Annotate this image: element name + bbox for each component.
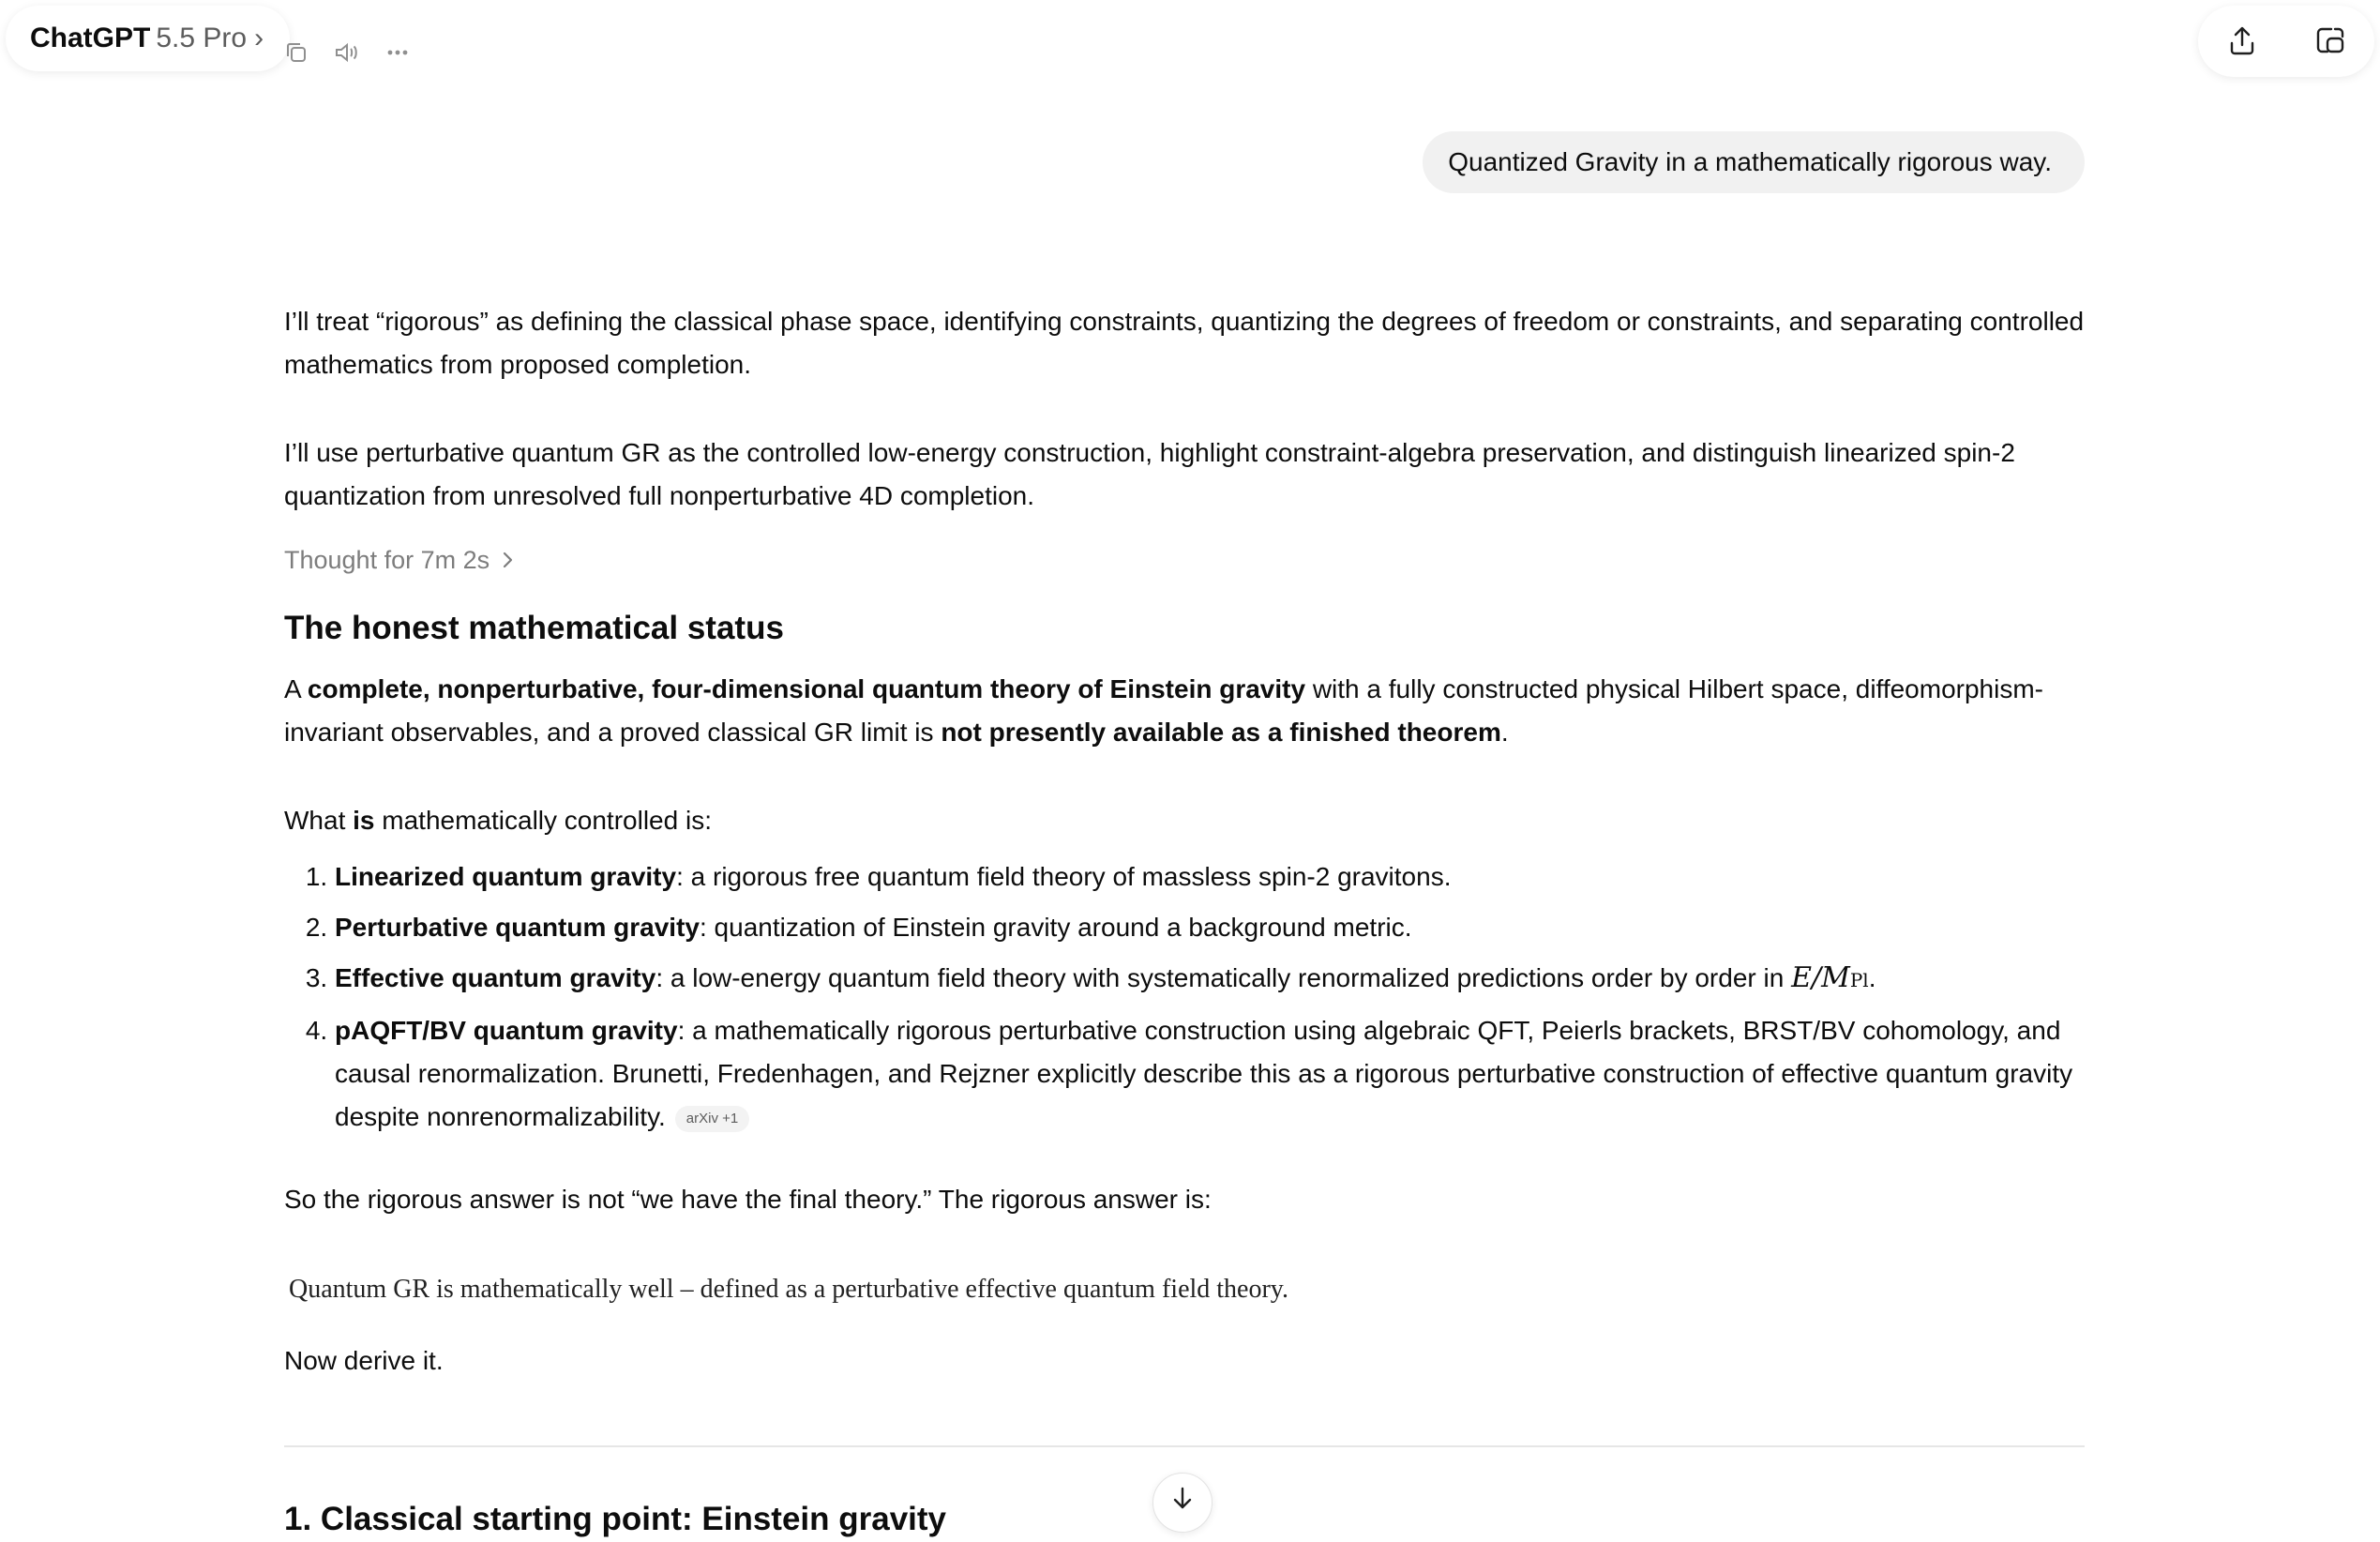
thought-label: Thought for 7m 2s — [284, 546, 490, 574]
list-item-text: : a mathematically rigorous perturbative construction using algebraic QFT, Peierls brackets, BRST/BV cohomology, and causal renormalization. Brunetti, Fredenhagen, and Rejzner explicitly describe this as a rigorous perturbative construction of effective quantum gravity despite nonrenormalizability. — [335, 1016, 2073, 1131]
message-actions — [281, 38, 413, 68]
list-item-text: . — [1868, 963, 1876, 992]
rigorous-answer-paragraph: So the rigorous answer is not “we have the final theory.” The rigorous answer is: — [284, 1185, 1212, 1214]
assistant-message — [284, 300, 2085, 1383]
list-item — [335, 906, 2085, 949]
more-icon[interactable] — [383, 38, 413, 68]
citation-badge[interactable]: arXiv +1 — [675, 1106, 749, 1132]
list-item-title: Linearized quantum gravity — [335, 862, 677, 891]
model-name: 5.5 Pro — [156, 23, 248, 53]
status-text: A — [284, 674, 308, 703]
section-heading: The honest mathematical status — [284, 610, 784, 646]
list-item — [335, 855, 2085, 899]
assistant-intro-paragraph: I’ll treat “rigorous” as defining the classical phase space, identifying constraints, quantizing the degrees of freedom or constraints, and separating controlled mathematics from proposed completion. — [284, 307, 2085, 379]
list-item — [335, 1009, 2085, 1139]
model-selector-button[interactable] — [6, 6, 290, 71]
top-bar — [0, 0, 2380, 103]
math-subscript: Pl — [1849, 969, 1869, 991]
status-text: with a fully constructed physical Hilbert space, diffeomorphism-invariant observables, and a proved classical GR limit is — [284, 674, 2043, 747]
display-math: Quantum GR is mathematically well – defined as a perturbative effective quantum field theory. — [289, 1275, 1288, 1304]
assistant-intro-paragraph: I’ll use perturbative quantum GR as the controlled low-energy construction, highlight constraint-algebra preservation, and distinguish linearized spin-2 quantization from unresolved full nonperturbative 4D completion. — [284, 438, 2015, 510]
list-item-text: : a low-energy quantum field theory with systematically renormalized predictions order by order in — [655, 963, 1792, 992]
list-item-title: pAQFT/BV quantum gravity — [335, 1016, 678, 1045]
math-symbol: E/M — [1791, 961, 1850, 994]
list-item-title: Perturbative quantum gravity — [335, 913, 700, 942]
chevron-right-icon: › — [254, 23, 264, 53]
share-icon[interactable] — [2222, 21, 2263, 62]
controlled-intro — [284, 799, 2085, 842]
list-item-text: : a rigorous free quantum field theory of massless spin-2 gravitons. — [676, 862, 1452, 891]
status-paragraph — [284, 668, 2085, 754]
list-item-text: : quantization of Einstein gravity around a background metric. — [699, 913, 1412, 942]
user-message-bubble: Quantized Gravity in a mathematically rigorous way. — [1423, 131, 2085, 193]
emphasis: is — [353, 806, 375, 835]
speaker-icon[interactable] — [332, 38, 362, 68]
list-item-title: Effective quantum gravity — [335, 963, 656, 992]
app-name: ChatGPT — [30, 23, 151, 53]
chevron-right-icon — [499, 550, 516, 570]
new-chat-icon[interactable] — [2310, 21, 2351, 62]
status-emphasis: not presently available as a finished theorem — [941, 718, 1501, 747]
status-emphasis: complete, nonperturbative, four-dimensional quantum theory of Einstein gravity — [307, 674, 1306, 703]
list-item — [335, 957, 2085, 1002]
thought-toggle-button[interactable] — [284, 538, 2085, 582]
next-heading-text: 1. Classical starting point: Einstein gravity — [284, 1501, 947, 1537]
text: What — [284, 806, 354, 835]
copy-icon[interactable] — [281, 38, 311, 68]
text: mathematically controlled is: — [374, 806, 712, 835]
header-actions — [2198, 6, 2374, 77]
status-text: . — [1500, 718, 1509, 747]
scroll-to-bottom-button[interactable] — [1152, 1473, 1213, 1533]
arrow-down-icon — [1170, 1485, 1195, 1513]
derive-paragraph: Now derive it. — [284, 1346, 444, 1375]
controlled-list — [284, 855, 2085, 1139]
inline-math — [1791, 961, 1869, 994]
section-divider — [284, 1445, 2085, 1447]
